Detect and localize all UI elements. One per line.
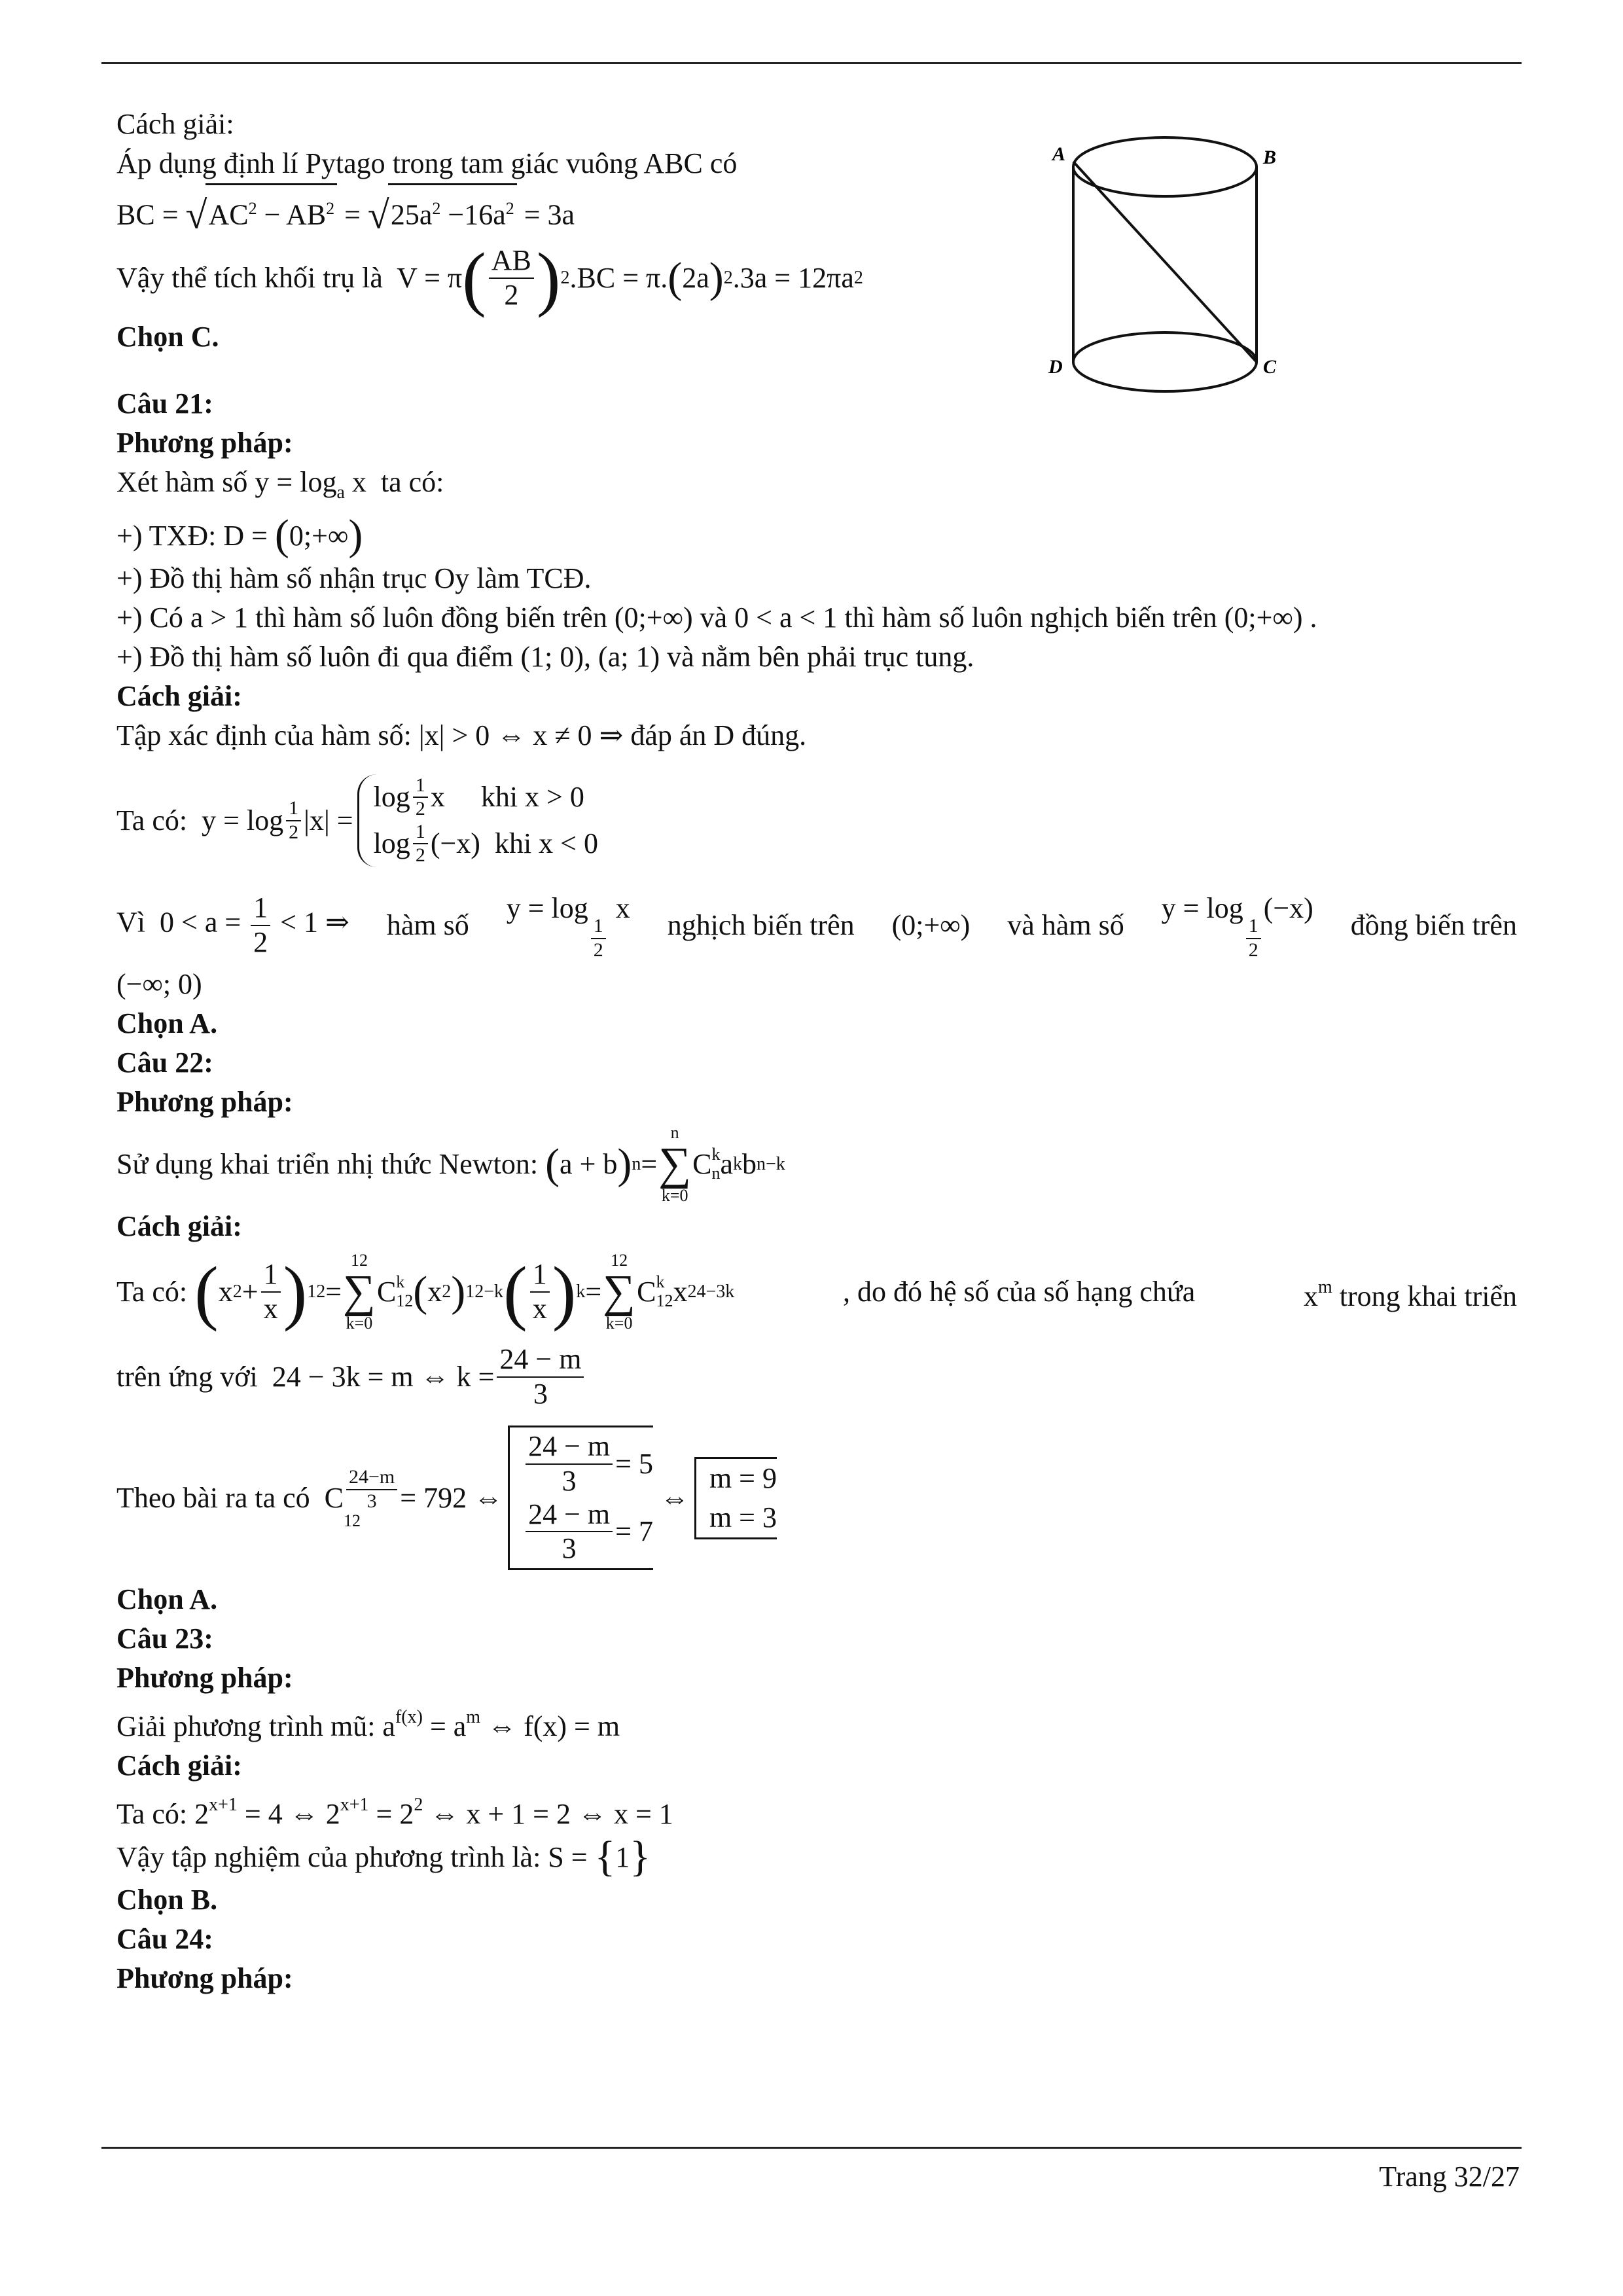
khi-neg: khi x < 0 xyxy=(494,827,598,860)
label-b: B xyxy=(1263,147,1277,168)
ham-so-1: hàm số xyxy=(386,908,469,941)
newton-line: Sử dụng khai triển nhị thức Newton: ( a + b ) n = n ∑ k=0 C k n a k b n−k xyxy=(116,1122,785,1205)
domain-line: Tập xác định của hàm số: |x| > 0 ⇔ x ≠ 0 ⇒ đáp án D đúng. xyxy=(116,719,807,751)
giai-pt-text: Giải phương trình mũ: xyxy=(116,1710,376,1742)
cau-23: Câu 23: xyxy=(116,1622,213,1655)
vi-text: Vì xyxy=(116,906,145,939)
trong-kt-text: trong khai triển xyxy=(1339,1280,1517,1312)
cach-giai-heading: Cách giải: xyxy=(116,108,234,140)
khi-pos: khi x > 0 xyxy=(480,781,584,814)
xet-text: Xét hàm số xyxy=(116,465,248,498)
exp-eq-line: Giải phương trình mũ: $a^{f(x)} = a^m$ ⇔ f(x) = m xyxy=(116,1706,620,1742)
do-do-text: , do đó hệ số của số hạng chứa xyxy=(842,1275,1196,1308)
volume-line: Vậy thể tích khối trụ là V = π ( $\frac{AB}{2}$ ) 2 .BC = π. ( 2a ) 2 .3a = 12πa 2 xyxy=(116,238,863,318)
label-d: D xyxy=(1048,356,1063,378)
solution-set-line: Vậy tập nghiệm của phương trình là: S = {1} xyxy=(116,1832,651,1880)
vi-line: Vì 0 < a = $\frac{1}{2}$ < 1 ⇒ hàm số y = log $\frac{1}{2}$ x nghịch biến trên (0;+∞) và hàm số y = log $\frac{1}{2}$ (−x) đồng biến trên xyxy=(116,891,1517,961)
footer-rule xyxy=(101,2147,1522,2149)
va-ham-so-text: và hàm số xyxy=(1007,908,1124,941)
nghich-bien-text: nghịch biến trên xyxy=(667,908,855,941)
neg-inf-interval: (−∞; 0) xyxy=(116,967,202,1000)
bracket-1: $\frac{24 - m}{3}$ = 5 $\frac{24 - m}{3}$ = 7 xyxy=(508,1426,653,1570)
thi-db-text: thì hàm số luôn đồng biến trên xyxy=(255,601,607,634)
answer-b: Chọn B. xyxy=(116,1883,218,1916)
theo-bai-text: Theo bài ra ta có xyxy=(116,1481,310,1514)
dong-bien-text: đồng biến trên xyxy=(1350,908,1517,941)
va-text: và xyxy=(700,601,728,634)
bracket-2: m = 9 m = 3 xyxy=(694,1457,777,1539)
tcd-line: +) Đồ thị hàm số nhận trục Oy làm TCĐ. xyxy=(116,562,592,594)
label-c: C xyxy=(1263,356,1277,378)
header-rule xyxy=(101,62,1522,64)
expansion-line: Ta có: ( x 2 + $\frac{1}{x}$ ) 12 = 12 ∑ k=0 C k 12 ( x 2 ) 12−k ( $\frac{1}{x}$ ) k = 12 ∑ k=0 C k 12 x 24−3k , do đó hệ số của số hạng chứa $x^m$ trong khai triển xyxy=(116,1250,1517,1333)
theo-bai-line: Theo bài ra ta có C $\frac{24-m}{3}$ 12 = 792 ⇔ $\frac{24 - m}{3}$ = 5 $\frac{24 - m}{3}$ = 7 ⇔ m = 9 m = 3 xyxy=(116,1416,1517,1580)
volume-text: Vậy thể tích khối trụ là xyxy=(116,261,383,294)
co-a-text: +) Có xyxy=(116,601,183,634)
answer-a-2: Chọn A. xyxy=(116,1583,218,1615)
tap-nghiem-text: Vậy tập nghiệm của phương trình là: xyxy=(116,1840,541,1873)
ben-phai-text: và nằm bên phải trục tung. xyxy=(667,640,974,673)
txd-hs-text: Tập xác định của hàm số: xyxy=(116,719,412,751)
tren-ung-text: trên ứng với xyxy=(116,1360,258,1393)
solve-line: Ta có: $2^{x+1} = 4$ ⇔ $2^{x+1} = 2^2$ ⇔ x + 1 = 2 ⇔ x = 1 xyxy=(116,1794,673,1830)
ta-co-exp: Ta có: xyxy=(116,1275,188,1308)
answer-a-1: Chọn A. xyxy=(116,1007,218,1039)
pp-23: Phương pháp: xyxy=(116,1661,293,1694)
pytago-line: Áp dụng định lí Pytago trong tam giác vuông ABC có xyxy=(116,147,738,179)
txd-text: +) TXĐ: xyxy=(116,519,217,552)
xet-line: Xét hàm số $y = \log_a x$ ta có: xyxy=(116,465,444,503)
ta-co-text: ta có: xyxy=(380,465,444,498)
cau-22: Câu 22: xyxy=(116,1046,213,1079)
txd-line: +) TXĐ: D = (0;+∞) xyxy=(116,511,363,559)
cau-24: Câu 24: xyxy=(116,1922,213,1955)
answer-c: Chọn C. xyxy=(116,320,219,353)
cg-23: Cách giải: xyxy=(116,1749,242,1782)
tren-ung-line: trên ứng với 24 − 3k = m ⇔ k = $\frac{24 - m}{3}$ xyxy=(116,1338,1517,1416)
document-body xyxy=(116,105,1517,1998)
pp-24: Phương pháp: xyxy=(116,1962,293,1994)
cg-22: Cách giải: xyxy=(116,1210,242,1242)
piecewise: log $\frac{1}{2}$ x khi x > 0 log $\frac{1}{2}$ (−x) khi x < 0 xyxy=(357,774,598,867)
page-number: Trang 32/27 xyxy=(1379,2161,1520,2193)
bc-equation: BC = $√AC^2 - AB^2 = √25a^2 -16a^2 = 3a$ xyxy=(116,183,1517,239)
di-qua-text: +) Đồ thị hàm số luôn đi qua điểm xyxy=(116,640,514,673)
points-line: +) Đồ thị hàm số luôn đi qua điểm (1; 0), (a; 1) và nằm bên phải trục tung. xyxy=(116,640,974,673)
newton-text: Sử dụng khai triển nhị thức Newton: xyxy=(116,1147,539,1180)
dap-an-d-text: đáp án D đúng. xyxy=(630,719,807,751)
monotonic-line: +) Có a > 1 thì hàm số luôn đồng biến trên (0;+∞) và 0 < a < 1 thì hàm số luôn nghịch biến trên (0;+∞) . xyxy=(116,601,1317,634)
label-a: A xyxy=(1052,143,1066,165)
cau-21: Câu 21: xyxy=(116,387,213,420)
cases-line: Ta có: y = log $\frac{1}{2}$ |x| = log $\frac{1}{2}$ x khi x > 0 log $\frac{1}{2}$ (−x) khi x < 0 xyxy=(116,774,598,867)
pp-21: Phương pháp: xyxy=(116,426,293,459)
ta-co-cases: Ta có: xyxy=(116,804,188,836)
thi-nb-text: thì hàm số luôn nghịch biến trên xyxy=(844,601,1217,634)
ta-co-solve: Ta có: xyxy=(116,1797,188,1830)
pp-22: Phương pháp: xyxy=(116,1085,293,1118)
cg-21: Cách giải: xyxy=(116,679,242,712)
